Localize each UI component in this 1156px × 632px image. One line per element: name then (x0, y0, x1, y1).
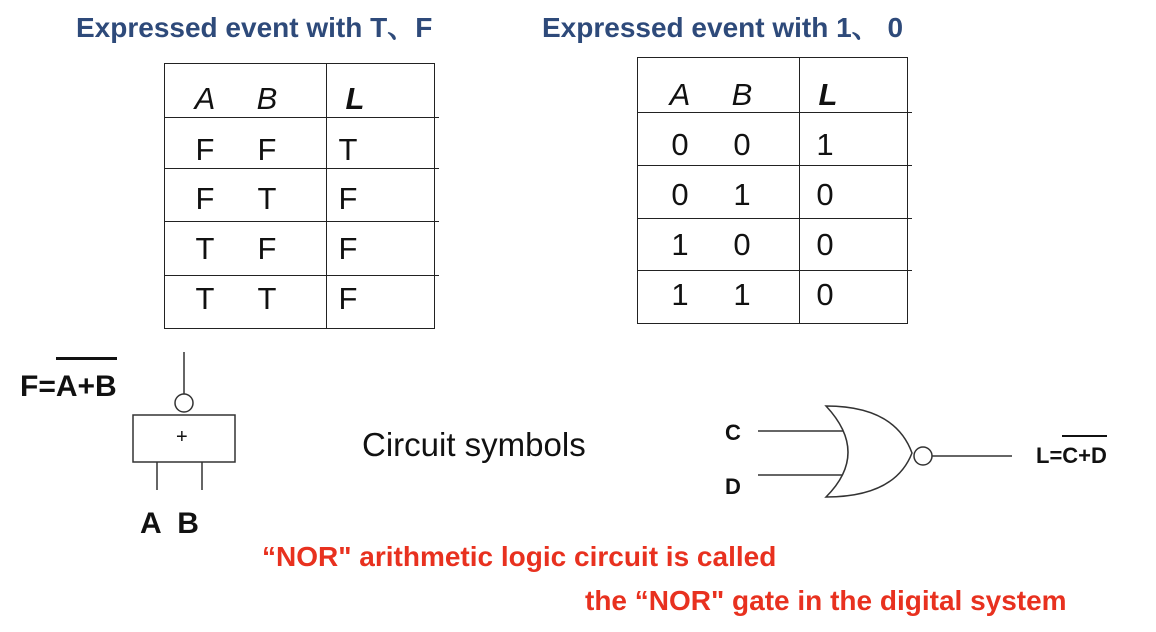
table-cell: 0 (733, 227, 751, 262)
table-cell: 0 (816, 277, 834, 312)
table-cell: T (195, 231, 215, 266)
header-b: B (256, 81, 278, 116)
circuit-symbols-label: Circuit symbols (362, 426, 586, 463)
table-cell: 0 (816, 227, 834, 262)
table-cell: F (195, 181, 215, 216)
input-d-label: D (725, 474, 741, 499)
table-cell: 1 (816, 127, 834, 162)
formula-prefix: F= (20, 370, 56, 403)
table-cell: T (257, 281, 277, 316)
table-cell: 0 (733, 127, 751, 162)
table-cell: F (338, 181, 358, 216)
table-cell: 1 (671, 277, 689, 312)
header-l: L (818, 77, 838, 112)
caption-line-2: the “NOR" gate in the digital system (585, 585, 1067, 616)
table-cell: T (257, 181, 277, 216)
header-l: L (345, 81, 365, 116)
input-labels-ab: A B (140, 507, 199, 540)
title-tf-table: Expressed event with T、F (76, 12, 433, 43)
table-cell: 0 (671, 177, 689, 212)
table-cell: T (195, 281, 215, 316)
caption-line-1: “NOR" arithmetic logic circuit is called (262, 541, 777, 572)
table-cell: T (338, 132, 358, 167)
table-cell: 1 (733, 277, 751, 312)
header-b: B (731, 77, 753, 112)
table-cell: F (338, 231, 358, 266)
table-cell: F (257, 231, 277, 266)
output-formula (1036, 443, 1107, 469)
table-cell: F (195, 132, 215, 167)
header-a: A (194, 81, 216, 116)
header-a: A (669, 77, 691, 112)
box-symbol-plus: + (176, 426, 188, 448)
title-binary-table: Expressed event with 1、 0 (542, 12, 904, 43)
table-cell: F (257, 132, 277, 167)
table-cell: 0 (816, 177, 834, 212)
output-overlined: C+D (1062, 435, 1107, 468)
table-cell: 0 (671, 127, 689, 162)
table-cell: 1 (671, 227, 689, 262)
table-cell: 1 (733, 177, 751, 212)
input-c-label: C (725, 420, 741, 445)
formula-overlined: A+B (56, 357, 117, 403)
table-cell: F (338, 281, 358, 316)
output-prefix: L= (1036, 443, 1063, 468)
